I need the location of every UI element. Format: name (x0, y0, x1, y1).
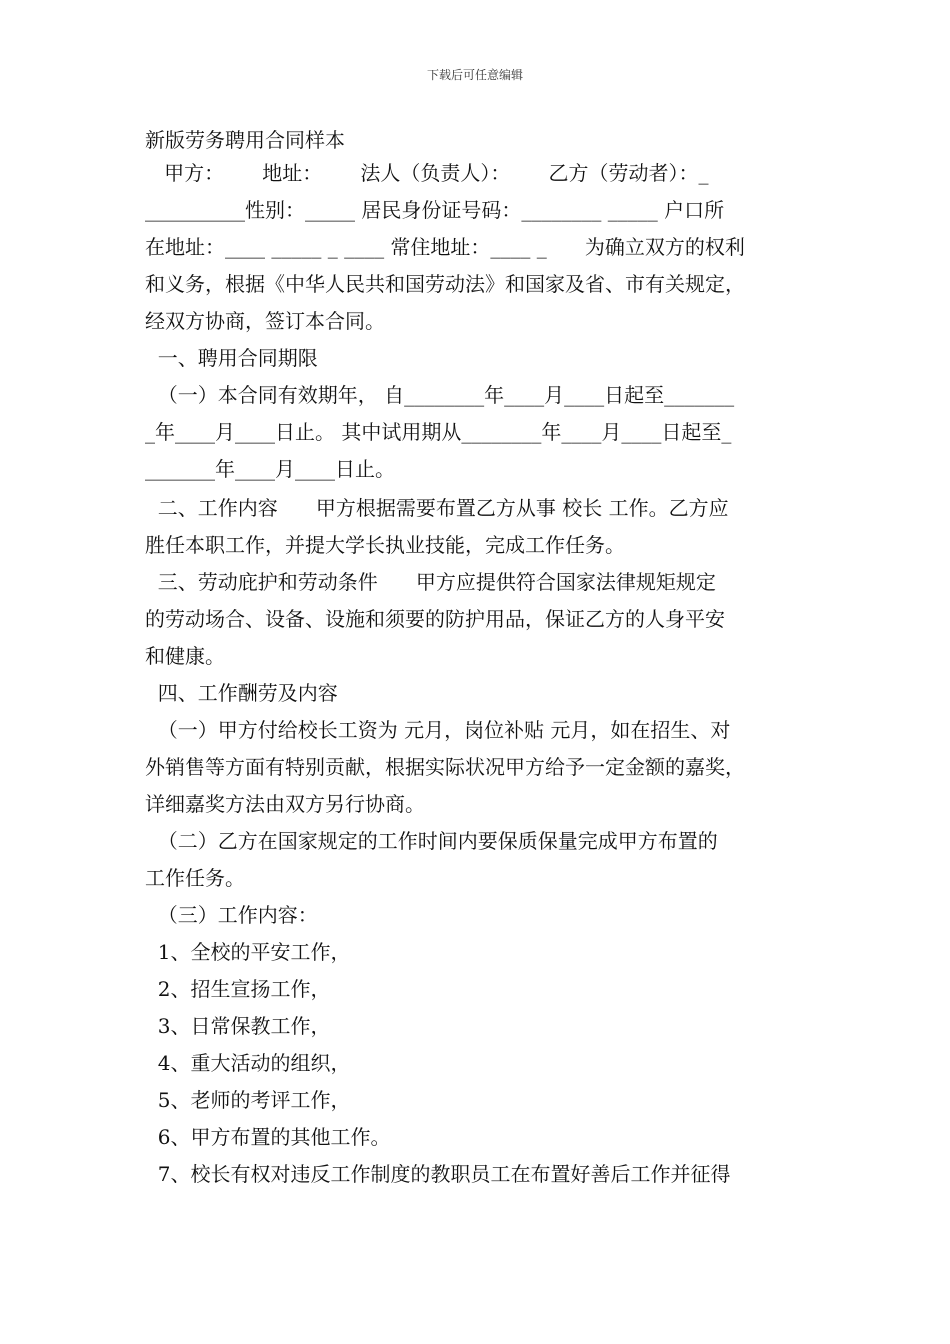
list-item: 1、全校的平安工作， (145, 940, 351, 964)
list-item: 3、日常保教工作， (145, 1014, 331, 1038)
paragraph-line: （三）工作内容： (145, 903, 318, 927)
paragraph-line: 胜任本职工作，并提大学长执业技能，完成工作任务。 (145, 533, 625, 557)
list-item: 4、重大活动的组织， (145, 1051, 351, 1075)
paragraph-line: （一）本合同有效期年， 自________年____月____日起至_______ (145, 383, 735, 407)
paragraph-line: 和义务，根据《中华人民共和国劳动法》和国家及省、市有关规定， (145, 272, 745, 296)
section-heading: 二、工作内容 甲方根据需要布置乙方从事 校长 工作。乙方应 (145, 496, 729, 520)
document-title: 新版劳务聘用合同样本 (145, 128, 345, 152)
list-item: 2、招生宣扬工作， (145, 977, 331, 1001)
paragraph-line: （二）乙方在国家规定的工作时间内要保质保量完成甲方布置的 (145, 829, 718, 853)
paragraph-line: 在地址：____ _____ _ ____ 常住地址：____ _ 为确立双方的权利 (145, 235, 745, 259)
paragraph-line: 和健康。 (145, 644, 225, 668)
paragraph-line: __________性别：_____ 居民身份证号码：________ _____ 户口所 (145, 198, 725, 222)
paragraph-line: 详细嘉奖方法由双方另行协商。 (145, 792, 425, 816)
paragraph-line: _年____月____日止。 其中试用期从________年____月____日起至_ (145, 420, 732, 444)
paragraph-line: 的劳动场合、设备、设施和须要的防护用品，保证乙方的人身平安 (145, 607, 725, 631)
paragraph-line: 甲方： 地址： 法人（负责人）： 乙方（劳动者）：_ (145, 161, 709, 185)
section-heading: 四、工作酬劳及内容 (145, 681, 338, 705)
paragraph-line: （一）甲方付给校长工资为 元月，岗位补贴 元月，如在招生、对 (145, 718, 731, 742)
paragraph-line: 经双方协商，签订本合同。 (145, 309, 385, 333)
page-header: 下载后可任意编辑 (426, 68, 523, 82)
list-item: 5、老师的考评工作， (145, 1088, 351, 1112)
section-heading: 一、聘用合同期限 (145, 346, 318, 370)
list-item: 6、甲方布置的其他工作。 (145, 1125, 391, 1149)
paragraph-line: _______年____月____日止。 (145, 457, 395, 481)
section-heading: 三、劳动庇护和劳动条件 甲方应提供符合国家法律规矩规定 (145, 570, 716, 594)
list-item: 7、校长有权对违反工作制度的教职员工在布置好善后工作并征得 (145, 1162, 731, 1186)
paragraph-line: 外销售等方面有特别贡献，根据实际状况甲方给予一定金额的嘉奖， (145, 755, 745, 779)
paragraph-line: 工作任务。 (145, 866, 245, 890)
